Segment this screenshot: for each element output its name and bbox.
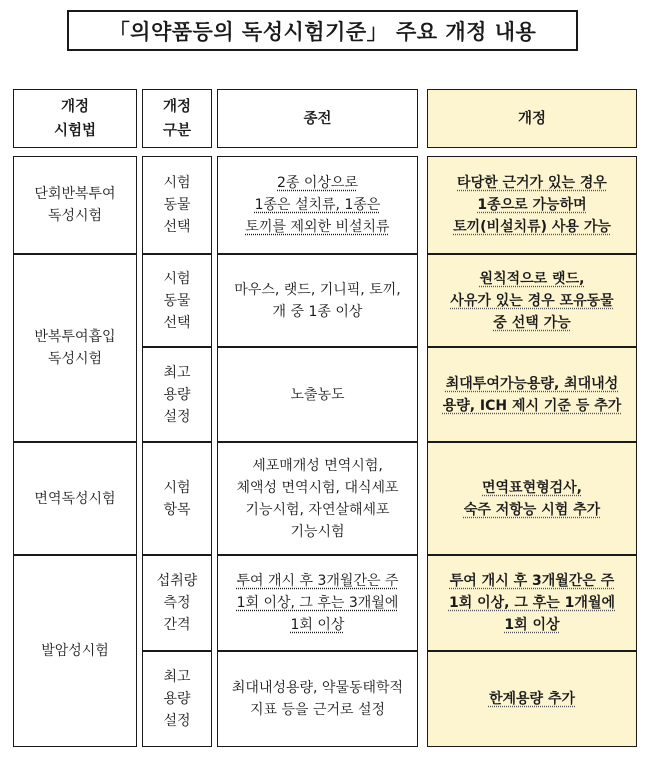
header-category xyxy=(142,89,212,148)
after-cell xyxy=(427,156,637,254)
group-cell xyxy=(13,254,137,442)
before-cell xyxy=(217,347,418,442)
page-title xyxy=(67,10,578,51)
before-cell xyxy=(217,651,418,747)
group-label: 발암성시험 xyxy=(41,643,109,659)
before-text: 2종 이상으로 1종은 설치류, 1종은 토끼를 제외한 비설치류 xyxy=(245,175,390,235)
after-text: 원칙적으로 랫드, 사유가 있는 경우 포유동물 중 선택 가능 xyxy=(450,270,614,331)
header-before xyxy=(217,89,418,148)
category-cell xyxy=(142,156,212,254)
before-cell xyxy=(217,555,418,651)
after-text: 타당한 근거가 있는 경우 1종으로 가능하며 토끼(비설치류) 사용 가능 xyxy=(453,175,611,235)
category-cell xyxy=(142,555,212,651)
category-label: 섭취량 측정 간격 xyxy=(156,573,198,633)
before-text: 마우스, 랫드, 기니픽, 토끼, 개 중 1종 이상 xyxy=(234,281,401,320)
group-label: 단회반복투여 독성시험 xyxy=(34,186,116,224)
before-cell xyxy=(217,156,418,254)
category-cell xyxy=(142,254,212,347)
after-text: 면역표현형검사, 숙주 저항능 시험 추가 xyxy=(463,479,601,518)
after-cell xyxy=(427,651,637,747)
before-text: 세포매개성 면역시험, 체액성 면역시험, 대식세포 기능시험, 자연살해세포 기능시험 xyxy=(236,457,399,540)
header-test-method-label: 개정 시험법 xyxy=(53,98,97,139)
category-label: 시험 동물 선택 xyxy=(163,270,191,331)
header-after xyxy=(427,89,637,148)
before-cell xyxy=(217,254,418,347)
after-text: 투여 개시 후 3개월간은 주 1회 이상, 그 후는 1개월에 1회 이상 xyxy=(448,573,615,633)
before-text: 투여 개시 후 3개월간은 주 1회 이상, 그 후는 3개월에 1회 이상 xyxy=(236,573,399,633)
header-after-label: 개정 xyxy=(517,110,546,127)
before-cell xyxy=(217,442,418,555)
category-cell xyxy=(142,442,212,555)
category-label: 시험 항목 xyxy=(163,479,191,518)
category-label: 시험 동물 선택 xyxy=(163,175,191,235)
page-title-text: 「의약품등의 독성시험기준」 주요 개정 내용 xyxy=(108,19,537,44)
category-cell xyxy=(142,651,212,747)
header-test-method xyxy=(13,89,137,148)
group-cell xyxy=(13,442,137,555)
group-label: 반복투여흡입 독성시험 xyxy=(34,329,116,367)
group-cell xyxy=(13,555,137,747)
after-cell xyxy=(427,555,637,651)
category-label: 최고 용량 설정 xyxy=(163,364,191,425)
header-before-label: 종전 xyxy=(303,110,332,127)
category-label: 최고 용량 설정 xyxy=(163,669,191,729)
after-cell xyxy=(427,254,637,347)
before-text: 최대내성용량, 약물동태학적 지표 등을 근거로 설정 xyxy=(231,680,404,718)
after-text: 최대투여가능용량, 최대내성 용량, ICH 제시 기준 등 추가 xyxy=(442,375,622,414)
header-category-label: 개정 구분 xyxy=(162,98,191,139)
category-cell xyxy=(142,347,212,442)
group-cell xyxy=(13,156,137,254)
after-cell xyxy=(427,442,637,555)
after-text: 한계용량 추가 xyxy=(488,691,576,707)
after-cell xyxy=(427,347,637,442)
before-text: 노출농도 xyxy=(290,386,345,403)
group-label: 면역독성시험 xyxy=(34,490,116,507)
